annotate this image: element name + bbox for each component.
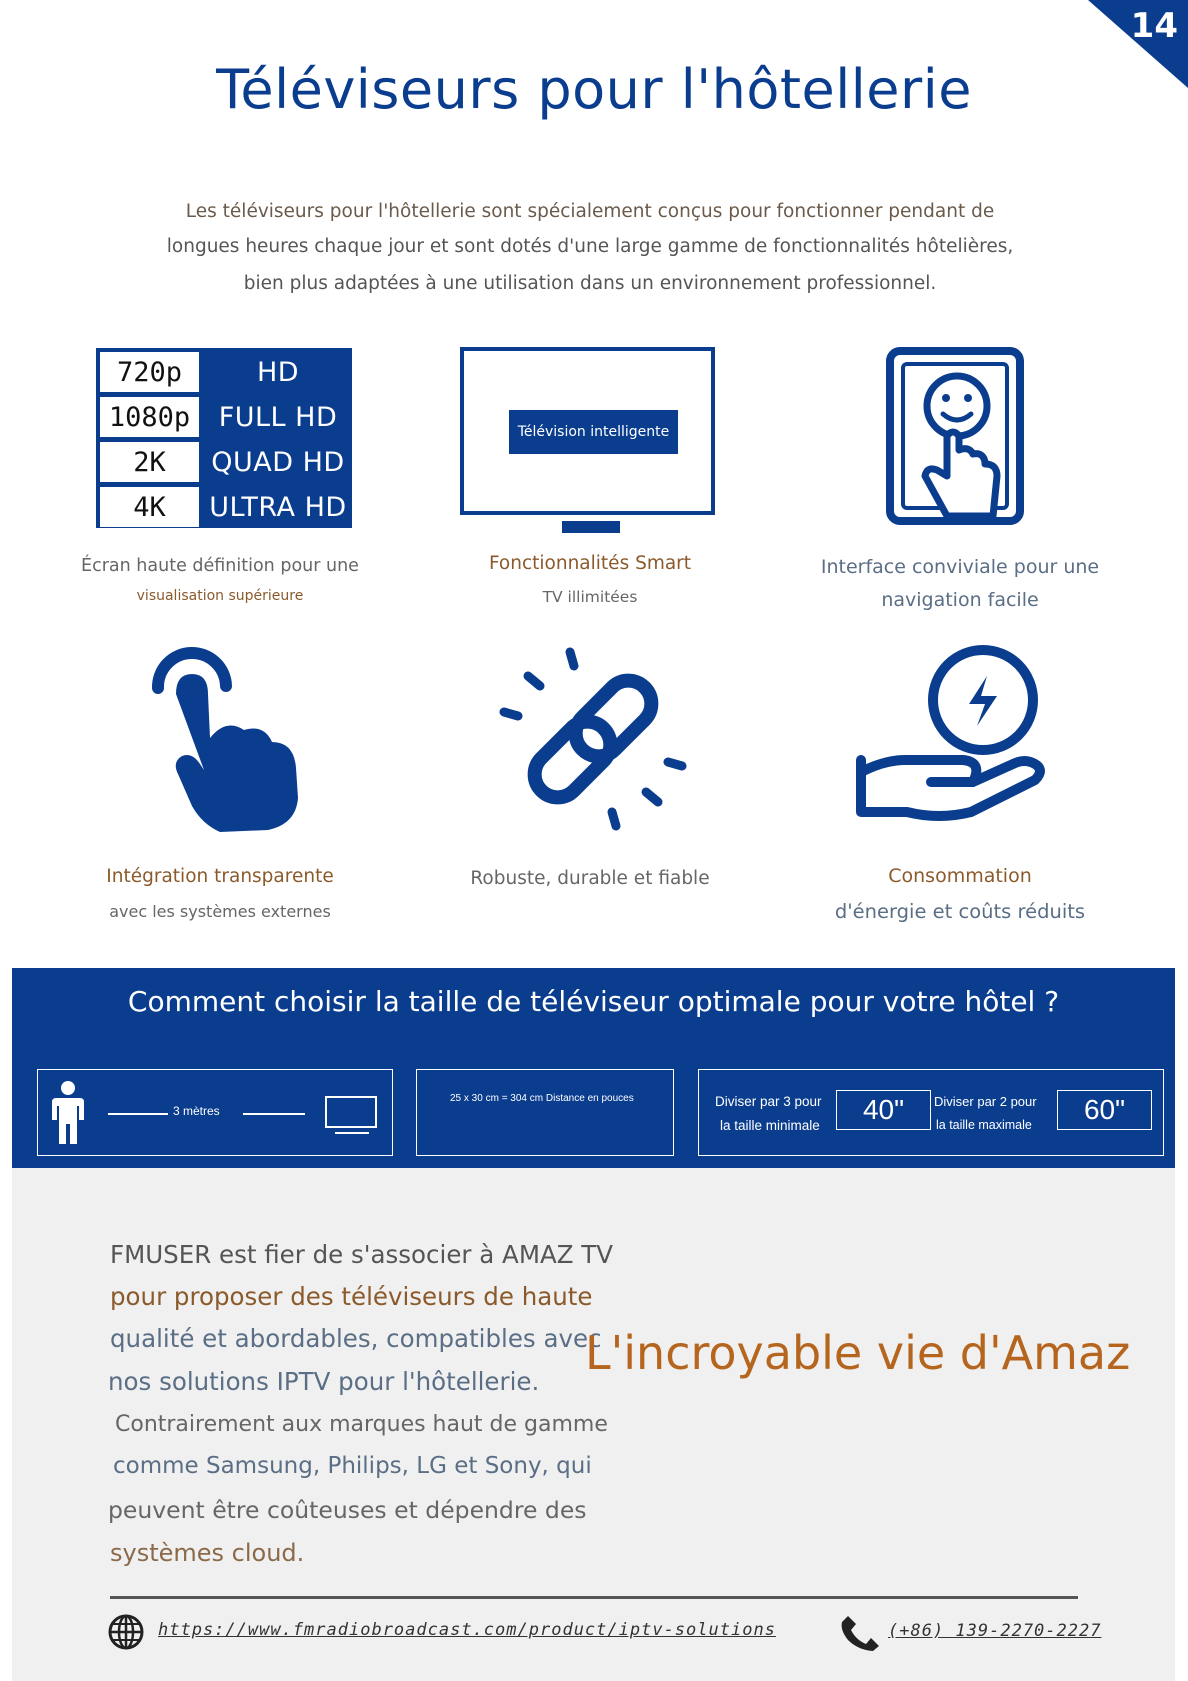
footer-divider [110,1596,1078,1599]
formula-text: 25 x 30 cm = 304 cm Distance en pouces [450,1093,634,1104]
tv-outline-stand [335,1132,369,1134]
max-label-2: la taille maximale [936,1118,1032,1132]
distance-line-right [243,1113,305,1115]
energy-hand-icon [855,640,1045,830]
feature-1-line-1: Écran haute définition pour une [81,556,359,576]
resolution-name: FULL HD [218,401,338,433]
partner-line-6: comme Samsung, Philips, LG et Sony, qui [113,1453,592,1479]
pointing-hand-icon [148,646,303,836]
page-number: 14 [1130,6,1178,46]
resolution-row [100,397,352,437]
resolution-row [100,442,352,482]
globe-icon [108,1614,144,1650]
phone-icon [840,1614,880,1652]
size-guide-title: Comment choisir la taille de téléviseur optimale pour votre hôtel ? [127,985,1060,1018]
resolution-name: QUAD HD [211,446,345,478]
min-label-1: Diviser par 3 pour [715,1094,822,1109]
partner-line-1: FMUSER est fier de s'associer à AMAZ TV [110,1240,614,1269]
distance-line-left [108,1113,168,1115]
tv-stand-icon [562,521,620,533]
feature-4-line-2: avec les systèmes externes [109,902,331,921]
partner-line-3: qualité et abordables, compatibles avec [110,1324,602,1353]
partner-line-5: Contrairement aux marques haut de gamme [115,1412,608,1437]
partner-line-4: nos solutions IPTV pour l'hôtellerie. [108,1367,540,1396]
website-link[interactable]: https://www.fmradiobroadcast.com/product/iptv-solutions [158,1620,776,1640]
feature-6-line-2: d'énergie et coûts réduits [834,900,1086,923]
person-icon [48,1080,88,1146]
max-label-1: Diviser par 2 pour [934,1094,1037,1109]
touch-screen-icon [885,346,1030,538]
resolution-value: 4K [100,487,199,527]
feature-2-line-2: TV illimitées [542,588,638,606]
smart-tv-label: Télévision intelligente [509,410,678,454]
resolution-name: ULTRA HD [209,491,347,523]
partner-line-8: systèmes cloud. [110,1539,305,1567]
feature-2-line-1: Fonctionnalités Smart [488,553,692,574]
distance-label: 3 mètres [173,1104,220,1118]
feature-3-line-2: navigation facile [881,589,1039,611]
intro-line-3: bien plus adaptées à une utilisation dans un environnement professionnel. [243,273,937,294]
intro-line-2: longues heures chaque jour et sont dotés d'une large gamme de fonctionnalités hôtelières, [166,236,1014,257]
resolution-name: HD [256,356,300,388]
partner-line-2: pour proposer des téléviseurs de haute [110,1282,593,1311]
resolution-row [100,487,352,527]
partner-line-7: peuvent être coûteuses et dépendre des [108,1496,587,1524]
feature-4-line-1: Intégration transparente [106,866,334,887]
feature-1-line-2: visualisation supérieure [136,588,304,604]
feature-3-line-1: Interface conviviale pour une [820,556,1100,578]
formula-box [416,1069,674,1156]
amaz-slogan: L'incroyable vie d'Amaz [585,1326,1131,1380]
resolution-value: 720p [100,352,199,392]
min-size-value: 40" [836,1090,931,1130]
phone-number[interactable]: (+86) 139-2270-2227 [888,1621,1102,1641]
resolution-value: 2K [100,442,199,482]
resolution-value: 1080p [100,397,199,437]
feature-5-line-1: Robuste, durable et fiable [470,868,710,889]
feature-6-line-1: Consommation [888,865,1032,887]
resolution-table-icon [96,348,352,528]
intro-line-1: Les téléviseurs pour l'hôtellerie sont spécialement conçus pour fonctionner pendant de [185,201,995,222]
max-size-value: 60" [1057,1090,1152,1130]
min-label-2: la taille minimale [720,1118,820,1133]
chain-link-icon [498,644,688,834]
resolution-row [100,352,352,392]
tv-outline-icon [325,1096,377,1128]
page-title: Téléviseurs pour l'hôtellerie [216,58,972,121]
